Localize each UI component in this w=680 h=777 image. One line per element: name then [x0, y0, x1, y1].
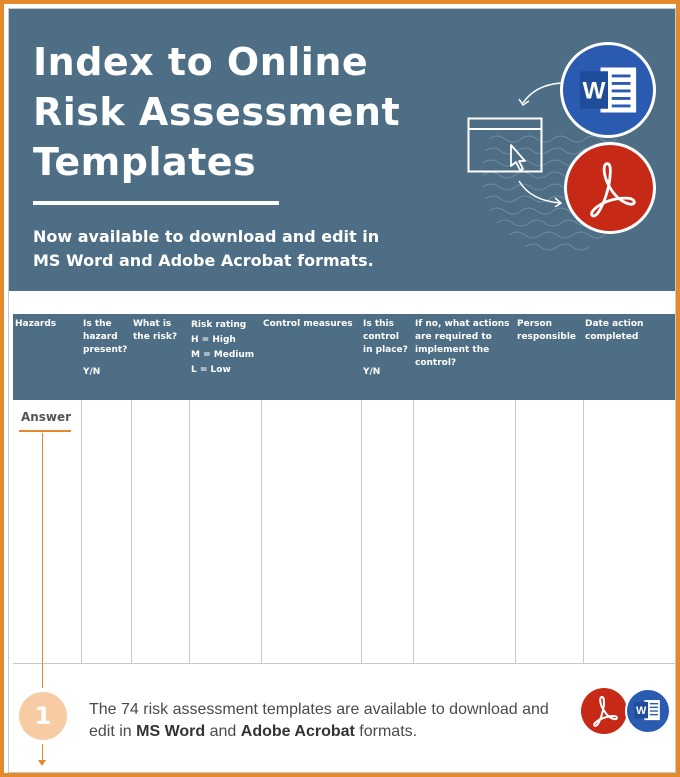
header-line: in place?	[363, 345, 408, 355]
header-line: Is this	[363, 319, 394, 329]
answer-label: Answer	[20, 410, 72, 424]
word-icon[interactable]	[625, 688, 671, 734]
page	[8, 8, 676, 773]
column-divider	[189, 400, 190, 664]
step-bold-acrobat: Adobe Acrobat	[240, 723, 355, 740]
title-underline	[33, 201, 279, 205]
step-description	[89, 699, 579, 743]
header-line: L = Low	[191, 365, 231, 375]
word-icon	[560, 42, 656, 138]
header-risk-rating	[189, 314, 261, 400]
header-line: M = Medium	[191, 350, 255, 360]
header-line: responsible	[517, 332, 577, 342]
header-line: implement the	[415, 345, 490, 355]
header-control-measures	[261, 314, 361, 400]
column-divider	[515, 400, 516, 664]
step-number-badge: 1	[19, 692, 67, 740]
header-line: hazard	[83, 332, 118, 342]
acrobat-pdf-icon	[564, 142, 656, 234]
header-line: Risk rating	[191, 320, 247, 330]
step-text: and	[205, 723, 241, 740]
header-note: Y/N	[363, 367, 381, 377]
subtitle-line-2: MS Word and Adobe Acrobat formats.	[33, 251, 374, 270]
step-text: formats.	[354, 723, 418, 740]
svg-text:W: W	[582, 77, 606, 105]
answer-underline	[19, 430, 71, 432]
header-line: What is	[133, 319, 172, 329]
header-line: H = High	[191, 335, 236, 345]
header-line: Person	[517, 319, 553, 329]
title-line-1: Index to Online	[33, 40, 369, 84]
column-divider	[131, 400, 132, 664]
title-line-2: Risk Assessment	[33, 90, 401, 134]
header-line: Date action	[585, 319, 644, 329]
acrobat-pdf-icon[interactable]	[581, 688, 627, 734]
table-header	[13, 314, 676, 400]
column-divider	[81, 400, 82, 664]
header-line: Control measures	[263, 319, 353, 329]
header-what-risk	[131, 314, 189, 400]
column-divider	[413, 400, 414, 664]
header-hazard-present	[81, 314, 131, 400]
page-title	[33, 37, 453, 187]
monitor-cursor-icon	[467, 117, 543, 173]
column-divider	[261, 400, 262, 664]
column-divider	[361, 400, 362, 664]
header-line: completed	[585, 332, 639, 342]
title-line-3: Templates	[33, 140, 257, 184]
header-line: are required to	[415, 332, 492, 342]
arrow-right-icon	[515, 177, 565, 207]
header-person-responsible	[515, 314, 583, 400]
timeline-line	[42, 433, 43, 688]
header-hazards	[13, 314, 81, 400]
down-arrow-icon	[38, 760, 46, 766]
header-control-in-place	[361, 314, 413, 400]
step-text: The 74 risk assessment templates are available to download and edit in	[89, 701, 549, 740]
step-bold-word: MS Word	[136, 723, 206, 740]
arrow-left-icon	[515, 79, 565, 109]
subtitle	[33, 225, 453, 273]
risk-assessment-table	[13, 314, 676, 664]
column-divider	[583, 400, 584, 664]
table-body	[13, 400, 676, 664]
subtitle-line-1: Now available to download and edit in	[33, 227, 380, 246]
header-line: control?	[415, 358, 457, 368]
hero-banner	[9, 9, 676, 291]
svg-text:W: W	[635, 705, 647, 718]
header-line: If no, what actions	[415, 319, 510, 329]
header-line: Hazards	[15, 319, 57, 329]
header-line: control	[363, 332, 399, 342]
header-actions-required	[413, 314, 515, 400]
header-line: present?	[83, 345, 128, 355]
header-note: Y/N	[83, 367, 101, 377]
header-line: the risk?	[133, 332, 178, 342]
header-line: Is the	[83, 319, 112, 329]
header-date-completed	[583, 314, 676, 400]
